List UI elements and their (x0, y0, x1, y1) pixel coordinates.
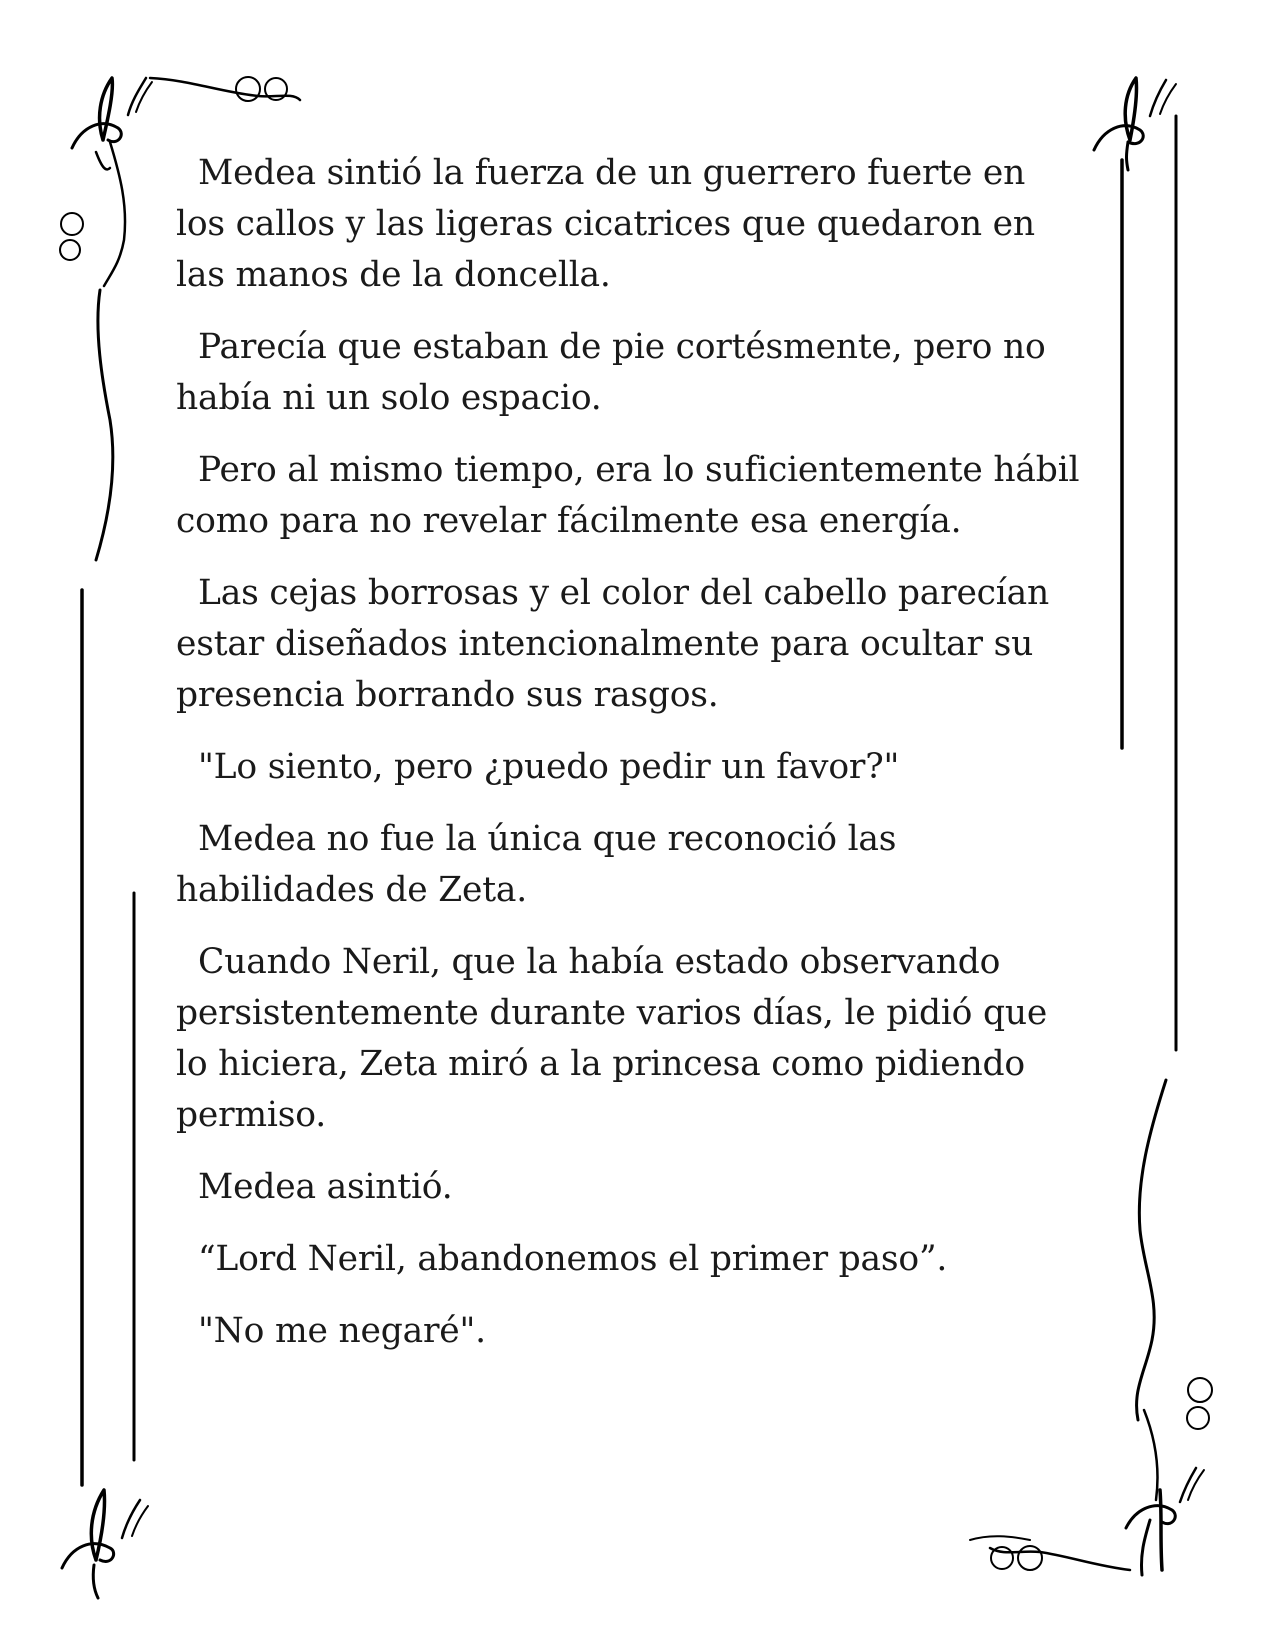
paragraph: Cuando Neril, que la había estado observando persistentemente durante varios días, le pidió que lo hiciera, Zeta miró a la princesa como pidiendo permiso. (176, 942, 1048, 1135)
paragraph: Medea asintió. (198, 1167, 453, 1207)
paragraph: Parecía que estaban de pie cortésmente, pero no había ni un solo espacio. (176, 327, 1046, 418)
paragraph-dialogue: "No me negaré". (198, 1311, 486, 1351)
paragraph: Las cejas borrosas y el color del cabello parecían estar diseñados intencionalmente para ocultar su presencia borrando sus rasgos. (176, 573, 1050, 715)
bottom-left-flourish-ornament (62, 1490, 148, 1598)
paragraph-dialogue: “Lord Neril, abandonemos el primer paso”. (198, 1239, 948, 1279)
top-right-flourish-ornament (1094, 78, 1176, 170)
story-text (176, 148, 1081, 1378)
paragraph: Pero al mismo tiempo, era lo suficientemente hábil como para no revelar fácilmente esa energía. (176, 450, 1080, 541)
paragraph: Medea sintió la fuerza de un guerrero fuerte en los callos y las ligeras cicatrices que quedaron en las manos de la doncella. (176, 153, 1035, 295)
paragraph: Medea no fue la única que reconoció las habilidades de Zeta. (176, 819, 897, 910)
paragraph-dialogue: "Lo siento, pero ¿puedo pedir un favor?" (198, 747, 900, 787)
